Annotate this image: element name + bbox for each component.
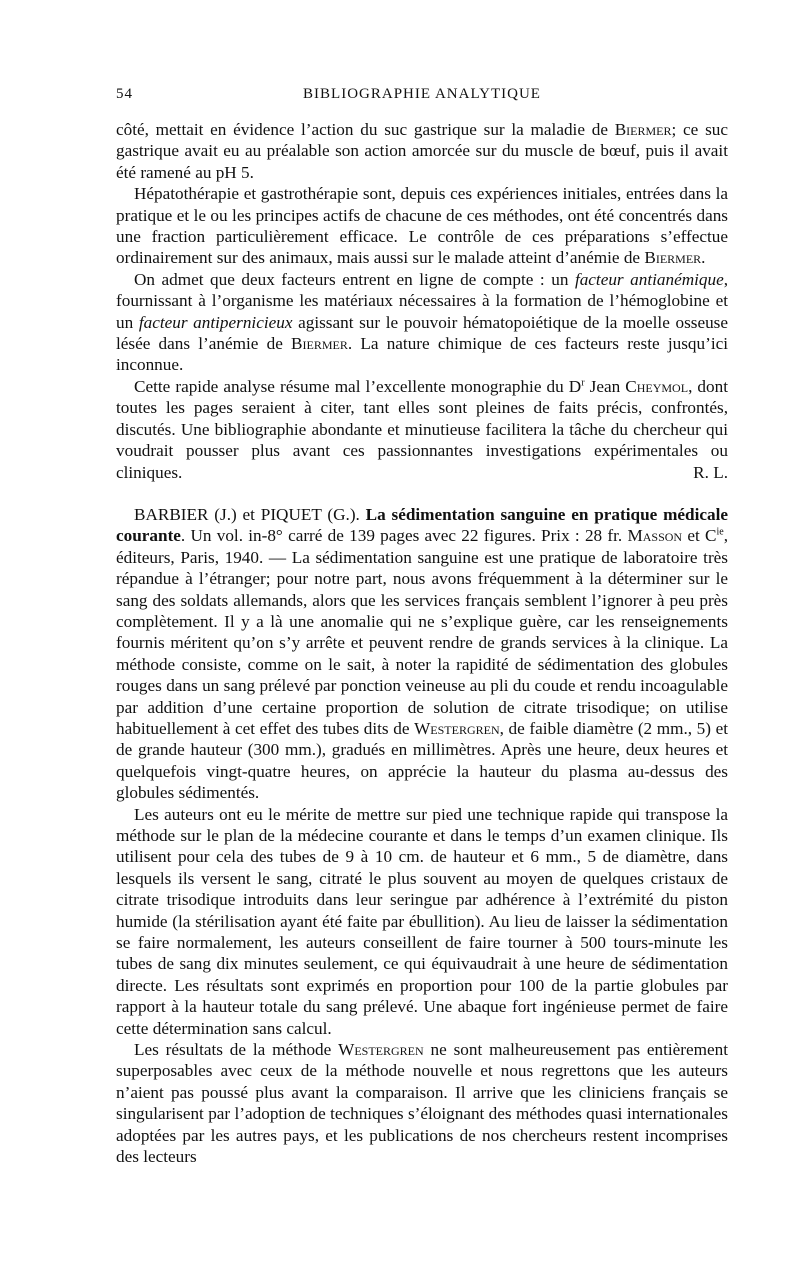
- text-run: , dont toutes les pages seraient à citer, tant elles sont pleines de faits précis, confrontés, discutés. Une bibliographie abondante et minutieuse facilitera la tâche du chercheur qui voudrait pousser plus avant ces passionnantes investigations expérimentales ou cliniques.: [116, 376, 728, 482]
- reviewer-signature: R. L.: [693, 462, 728, 482]
- document-page: [116, 86, 728, 1168]
- text-run: , éditeurs, Paris, 1940. — La sédimentation sanguine est une pratique de laboratoire très répandue à l’étranger; pour notre part, nous avons fréquemment à la déterminer sur le sang des soldats allemands, alors que les services français semblent l’ignorer à peu près complètement. Il y a là une anomalie qui ne s’explique guère, car les renseignements fournis méritent qu’on s’y arrête et peuvent rendre de grands services à la clinique. La méthode consiste, comme on le sait, à noter la rapidité de sédimentation des globules rouges dans un sang prélevé par ponction veineuse au pli du coude et rendu incoagulable par addition d’une certaine proportion de solution de citrate trisodique; on utilise habituellement à cet effet des tubes dits de: [116, 526, 728, 738]
- review-section-1: [116, 119, 728, 483]
- superscript: r: [581, 377, 585, 389]
- section-gap: [116, 483, 728, 504]
- running-header: [116, 86, 728, 108]
- text-run: Les résultats de la méthode: [134, 1040, 339, 1060]
- author-name: Biermer: [644, 248, 702, 268]
- paragraph: [116, 183, 728, 269]
- book-authors: BARBIER (J.) et PIQUET (G.).: [134, 504, 366, 524]
- author-name: Westergren: [414, 718, 500, 738]
- publisher-name: Masson: [627, 526, 683, 546]
- paragraph: [116, 504, 728, 804]
- review-section-2: [116, 504, 728, 1168]
- paragraph: [116, 1039, 728, 1167]
- text-run: Hépatothérapie et gastrothérapie sont, depuis ces expériences initiales, entrées dans la pratique et le ou les principes actifs de chacune de ces méthodes, ont été concentrés dans une fraction particulièrement efficace. Le contrôle de ces préparations s’effectue ordinairement sur des animaux, mais aussi sur le malade atteint d’anémie de: [116, 184, 728, 268]
- text-run: . Un vol. in-8° carré de 139 pages avec 22 figures. Prix : 28 fr.: [180, 526, 628, 546]
- book-title: La sédimentation sanguine en pratique médicale courante: [116, 504, 728, 546]
- text-run: , fournissant à l’organisme les matériaux nécessaires à la formation de l’hémoglobine et un: [116, 269, 728, 332]
- text-run: Jean: [584, 376, 626, 396]
- paragraph: [116, 376, 728, 483]
- text-run: côté, mettait en évidence l’action du suc gastrique sur la maladie de: [116, 120, 615, 139]
- paragraph: Les auteurs ont eu le mérite de mettre sur pied une technique rapide qui transpose la méthode sur le plan de la médecine courante et dans le temps d’un examen clinique. Ils utilisent pour cela des tubes de 9 à 10 cm. de hauteur et 6 mm., 5 de diamètre, dans lesquels ils versent le sang, citraté le plus souvent au moyen de quelques cristaux de citrate trisodique introduits dans leur seringue par adhérence à l’extrémité du piston humide (la stérilisation ayant été faite par ébullition). Au lieu de laisser la sédimentation se faire normalement, les auteurs conseillent de faire tourner à 500 tours-minute les tubes de sang dix minutes seulement, ce qui équivaudrait à une heure de sédimentation directe. Les résultats sont exprimés en proportion pour 100 de la partie globules par rapport à la hauteur totale du sang prélevé. Une abaque fort ingénieuse permet de faire cette détermination sans calcul.: [116, 804, 728, 1038]
- paragraph: [116, 119, 728, 183]
- text-run: ne sont malheureusement pas entièrement superposables avec ceux de la méthode nouvelle et nous regrettons que les auteurs n’aient pas poussé plus avant la comparaison. Il arrive que les cliniciens français se singularisent par l’adoption de techniques s’éloignant des méthodes quasi internationales adoptées par les autres pays, et les publications de nos chercheurs restent incomprises des lecteurs: [116, 1040, 728, 1167]
- text-run: Cette rapide analyse résume mal l’excellente monographie du D: [134, 376, 582, 396]
- running-title: BIBLIOGRAPHIE ANALYTIQUE: [303, 86, 541, 102]
- text-run: On admet que deux facteurs entrent en ligne de compte : un: [134, 269, 575, 289]
- author-name: Westergren: [338, 1040, 424, 1060]
- text-run: . La nature chimique de ces facteurs reste jusqu’ici inconnue.: [116, 334, 729, 375]
- page-number: 54: [116, 86, 133, 102]
- author-name: Biermer: [614, 120, 672, 139]
- italic-term: facteur antipernicieux: [138, 312, 293, 332]
- text-run: et C: [682, 526, 717, 546]
- superscript: ie: [716, 526, 724, 538]
- author-name: Cheymol: [625, 376, 689, 396]
- author-name: Biermer: [291, 334, 348, 354]
- text-run: .: [701, 248, 706, 268]
- text-run: ; ce suc gastrique avait eu au préalable son action amorcée sur du muscle de bœuf, puis il avait été ramené au pH 5.: [116, 120, 728, 182]
- italic-term: facteur antianémique: [574, 269, 724, 289]
- text-run: , de faible diamètre (2 mm., 5) et de grande hauteur (300 mm.), gradués en millimètres. Après une heure, deux heures et quelquefois vingt-quatre heures, on apprécie la hauteur du plasma au-dessus des globules sédimentés.: [116, 718, 728, 803]
- text-run: agissant sur le pouvoir hématopoiétique de la moelle osseuse lésée dans l’anémie de: [116, 312, 728, 354]
- paragraph: [116, 269, 728, 376]
